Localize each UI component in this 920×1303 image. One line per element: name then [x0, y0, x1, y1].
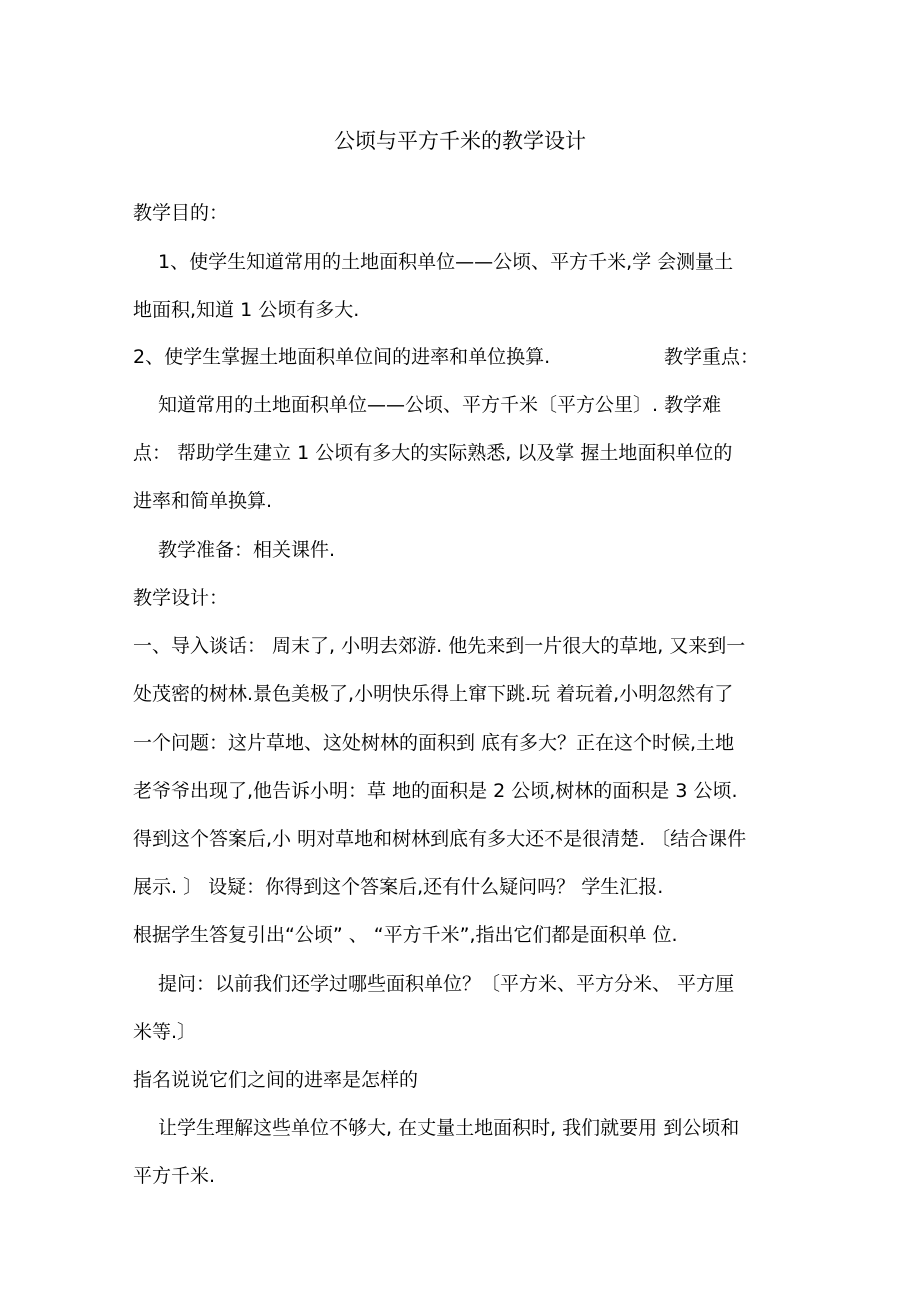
paragraph-line: 教学准备：相关课件.	[158, 539, 336, 561]
paragraph-line: 提问：以前我们还学过哪些面积单位？〔平方米、平方分米、 平方厘	[158, 973, 735, 995]
paragraph-line: 得到这个答案后,小 明对草地和树林到底有多大还不是很清楚. 〔结合课件	[133, 828, 747, 850]
paragraph-line: 一、导入谈话： 周末了, 小明去郊游. 他先来到一片很大的草地, 又来到一	[133, 635, 746, 657]
paragraph-line: 一个问题：这片草地、这处树林的面积到 底有多大？正在这个时候,土地	[133, 732, 735, 754]
paragraph-line: 指名说说它们之间的进率是怎样的	[133, 1069, 419, 1091]
paragraph-line: 处茂密的树林.景色美极了,小明快乐得上窜下跳.玩 着玩着,小明忽然有了	[133, 683, 734, 705]
paragraph-line: 教学目的：	[133, 202, 229, 224]
section-heading: 教学重点：	[664, 346, 760, 368]
paragraph-line: 老爷爷出现了,他告诉小明：草 地的面积是 2 公顷,树林的面积是 3 公顷.	[133, 780, 738, 802]
document-title: 公顷与平方千米的教学设计	[334, 129, 586, 153]
paragraph-line: 根据学生答复引出“公顷” 、 “平方千米”,指出它们都是面积单 位.	[133, 924, 678, 946]
paragraph-line: 展示. 〕 设疑：你得到这个答案后,还有什么疑问吗？ 学生汇报.	[133, 876, 664, 898]
paragraph-line: 知道常用的土地面积单位——公顷、平方千米〔平方公里〕. 教学难	[158, 394, 722, 416]
paragraph-line: 米等.〕	[133, 1021, 197, 1043]
section-heading: 教学设计：	[133, 587, 229, 609]
paragraph-line: 平方千米.	[133, 1165, 216, 1187]
paragraph-line: 地面积,知道 1 公顷有多大.	[133, 299, 360, 321]
paragraph-line: 点： 帮助学生建立 1 公顷有多大的实际熟悉, 以及掌 握土地面积单位的	[133, 442, 733, 464]
paragraph-line: 2、使学生掌握土地面积单位间的进率和单位换算.	[133, 346, 551, 368]
paragraph-line: 1、使学生知道常用的土地面积单位——公顷、平方千米,学 会测量土	[158, 251, 734, 273]
paragraph-line: 进率和简单换算.	[133, 490, 273, 512]
paragraph-line: 让学生理解这些单位不够大, 在丈量土地面积时, 我们就要用 到公顷和	[158, 1117, 740, 1139]
